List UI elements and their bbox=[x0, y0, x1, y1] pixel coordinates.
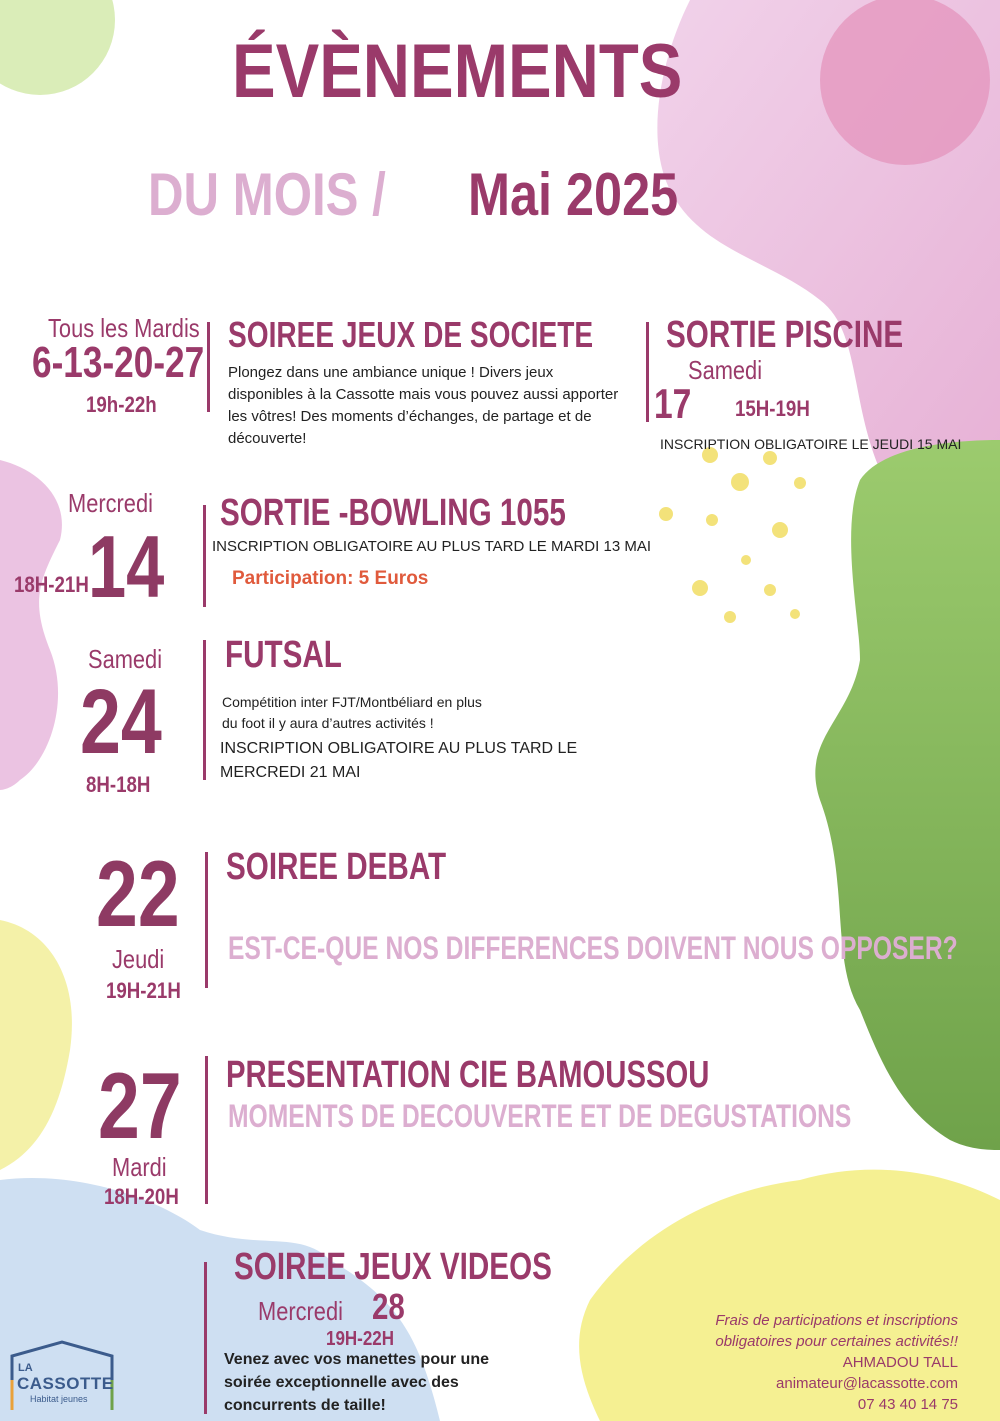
event-time: 19H-22H bbox=[326, 1328, 395, 1350]
event-title: SOIREE DEBAT bbox=[226, 846, 447, 888]
event-day: Samedi bbox=[88, 644, 163, 674]
event-date: 28 bbox=[372, 1286, 405, 1327]
event-time: 18H-21H bbox=[14, 572, 89, 597]
event-time: 15H-19H bbox=[735, 396, 810, 421]
event-dates: 6-13-20-27 bbox=[32, 338, 205, 387]
event-day: Mercredi bbox=[258, 1296, 343, 1326]
event-title: SOIREE JEUX DE SOCIETE bbox=[228, 314, 594, 355]
event-note: INSCRIPTION OBLIGATOIRE LE JEUDI 15 MAI bbox=[660, 436, 962, 452]
event-day: Samedi bbox=[688, 355, 763, 385]
event-description: Venez avec vos manettes pour une soirée exceptionnelle avec des concurrents de taille! bbox=[224, 1351, 489, 1414]
logo-text-sub: Habitat jeunes bbox=[30, 1394, 88, 1404]
event-title: PRESENTATION CIE BAMOUSSOU bbox=[226, 1054, 710, 1096]
divider bbox=[203, 505, 206, 607]
event-subtitle: MOMENTS DE DECOUVERTE ET DE DEGUSTATIONS bbox=[228, 1098, 852, 1134]
event-date: 24 bbox=[80, 671, 162, 773]
page-title: ÉVÈNEMENTS bbox=[232, 29, 683, 114]
event-title: FUTSAL bbox=[225, 634, 342, 676]
page-subtitle-month: Mai 2025 bbox=[468, 161, 679, 228]
event-description: Plongez dans une ambiance unique ! Divers jeux disponibles à la Cassotte mais vous pouvez aussi apporter les vôtres! Des moments d’échanges, de partage et de découverte! bbox=[228, 364, 619, 447]
event-desc-line2: du foot il y aura d’autres activités ! bbox=[222, 715, 434, 731]
event-day: Mercredi bbox=[68, 488, 153, 518]
divider bbox=[205, 852, 208, 988]
event-price: Participation: 5 Euros bbox=[232, 568, 429, 589]
event-title: SOIREE JEUX VIDEOS bbox=[234, 1246, 552, 1288]
event-note-line2: MERCREDI 21 MAI bbox=[220, 764, 361, 781]
logo-text-la: LA bbox=[18, 1362, 33, 1374]
event-note: INSCRIPTION OBLIGATOIRE AU PLUS TARD LE MARDI 13 MAI bbox=[212, 538, 651, 555]
footer-info-line1: Frais de participations et inscriptions bbox=[715, 1312, 958, 1329]
logo-text-cassotte: CASSOTTE bbox=[17, 1374, 114, 1393]
event-desc-line1: Compétition inter FJT/Montbéliard en plus bbox=[222, 694, 482, 710]
event-time: 18H-20H bbox=[104, 1184, 179, 1209]
event-title: SORTIE PISCINE bbox=[666, 314, 904, 356]
event-when: Tous les Mardis bbox=[48, 313, 200, 343]
footer-info bbox=[600, 1310, 958, 1415]
event-date: 14 bbox=[88, 517, 165, 616]
event-time: 19h-22h bbox=[86, 392, 157, 417]
divider bbox=[203, 640, 206, 780]
event-date: 27 bbox=[98, 1053, 182, 1158]
event-date: 22 bbox=[96, 841, 180, 946]
la-cassotte-logo bbox=[8, 1340, 118, 1412]
divider bbox=[204, 1262, 207, 1414]
footer-phone: 07 43 40 14 75 bbox=[857, 1396, 958, 1413]
event-subtitle: EST-CE-QUE NOS DIFFERENCES DOIVENT NOUS OPPOSER? bbox=[228, 930, 958, 966]
footer-info-line2: obligatoires pour certaines activités!! bbox=[715, 1333, 958, 1350]
event-note-line1: INSCRIPTION OBLIGATOIRE AU PLUS TARD LE bbox=[220, 740, 578, 757]
divider bbox=[207, 322, 210, 412]
event-title: SORTIE -BOWLING 1055 bbox=[220, 492, 566, 534]
event-time: 19H-21H bbox=[106, 978, 181, 1003]
divider bbox=[646, 322, 649, 422]
event-day: Mardi bbox=[112, 1152, 167, 1182]
event-date: 17 bbox=[654, 380, 692, 427]
page-subtitle-left: DU MOIS / bbox=[148, 161, 386, 228]
footer-contact-name: AHMADOU TALL bbox=[842, 1354, 958, 1371]
event-time: 8H-18H bbox=[86, 772, 151, 797]
event-day: Jeudi bbox=[112, 944, 165, 974]
divider bbox=[205, 1056, 208, 1204]
footer-email[interactable]: animateur@lacassotte.com bbox=[776, 1375, 958, 1392]
